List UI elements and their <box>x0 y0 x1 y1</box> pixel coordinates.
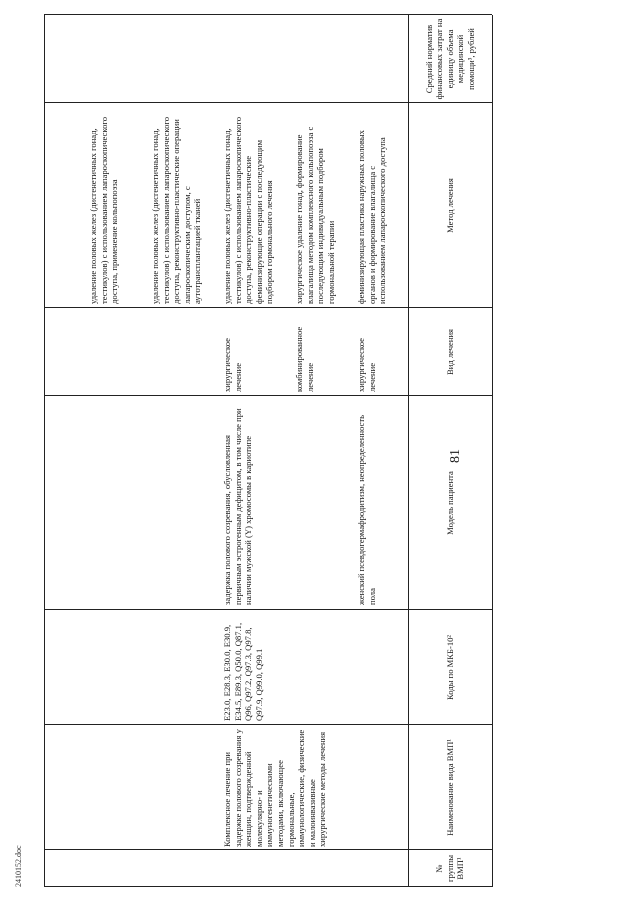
table-border-bottom <box>492 15 493 887</box>
row2-treatment-method-a: удаление половых желез (дисгенетичных гонад, тестикулов) с использованием лапароскопического доступа, реконструктивно-пластические феминизирующие операции с последующим подбором гормонального лечения <box>222 116 275 304</box>
row1-patient-model: женский псевдогермафродитизм, неопределенность пола <box>356 414 377 605</box>
row2-treatment-method-c: удаление половых желез (дисгенетичных гонад, тестикулов) с использованием лапароскопического доступа, применение кольпопоэза <box>88 116 120 304</box>
header-icd-codes: Коды по МКБ-10² <box>444 634 455 701</box>
row1-treatment-method-a: феминизирующая пластика наружных половых органов и формирование влагалища с использованием лапароскопического доступа <box>356 130 388 304</box>
table-border-top <box>44 15 45 887</box>
row2-treatment-method-b: удаление половых желез (дисгенетичных гонад, тестикулов) с использованием лапароскопического доступа, реконструктивно-пластические операции лапароскопическим доступом, с аутотрансплантацией тканей <box>150 116 203 304</box>
row1-treatment-type-b: комбинированное лечение <box>294 326 315 392</box>
row1-treatment-method-b: хирургическое удаление гонад, формирование влагалища методом комплексного кольпопоэза с последующим индивидуальным подбором гормональной терапии <box>294 126 336 304</box>
row2-treatment-type: хирургическое лечение <box>222 338 243 392</box>
row2-icd-codes: E23.0, E28.3, E30.0, E30.9, E34.5, E89.3, Q50.0, Q87.1, Q96, Q97.2, Q97.3, Q97.8, Q97.9, Q99.0, Q99.1 <box>222 622 264 721</box>
header-treatment-type: Вид лечения <box>444 328 455 376</box>
row1-treatment-type-a: хирургическое лечение <box>356 338 377 392</box>
header-patient-model: Модель пациента <box>444 471 455 535</box>
header-vmp-name: Наименование вида ВМП¹ <box>444 739 455 836</box>
row2-vmp-name: Комплексное лечение при задержке полового созревания у женщин, подтвержденной молекулярно- и иммуногенетическими методами, включающее гормональные, иммунологические, физические и малоинвазивные хирургические методы лечения <box>222 729 328 847</box>
page-number: 81 <box>448 449 463 463</box>
header-avg-cost: Средний норматив финансовых затрат на единицу объема медицинской помощи³, рублей <box>423 18 476 100</box>
document-code: 2410152.doc <box>14 845 23 887</box>
row2-patient-model: задержка полового созревания, обусловленная первичным эстрогенным дефицитом, в том числе при наличии мужской (Y) хромосомы в кариотипе <box>222 408 254 605</box>
header-group-no: № группы ВМП¹ <box>434 855 466 882</box>
header-treatment-method: Метод лечения <box>444 178 455 233</box>
vmp-table <box>44 15 492 887</box>
